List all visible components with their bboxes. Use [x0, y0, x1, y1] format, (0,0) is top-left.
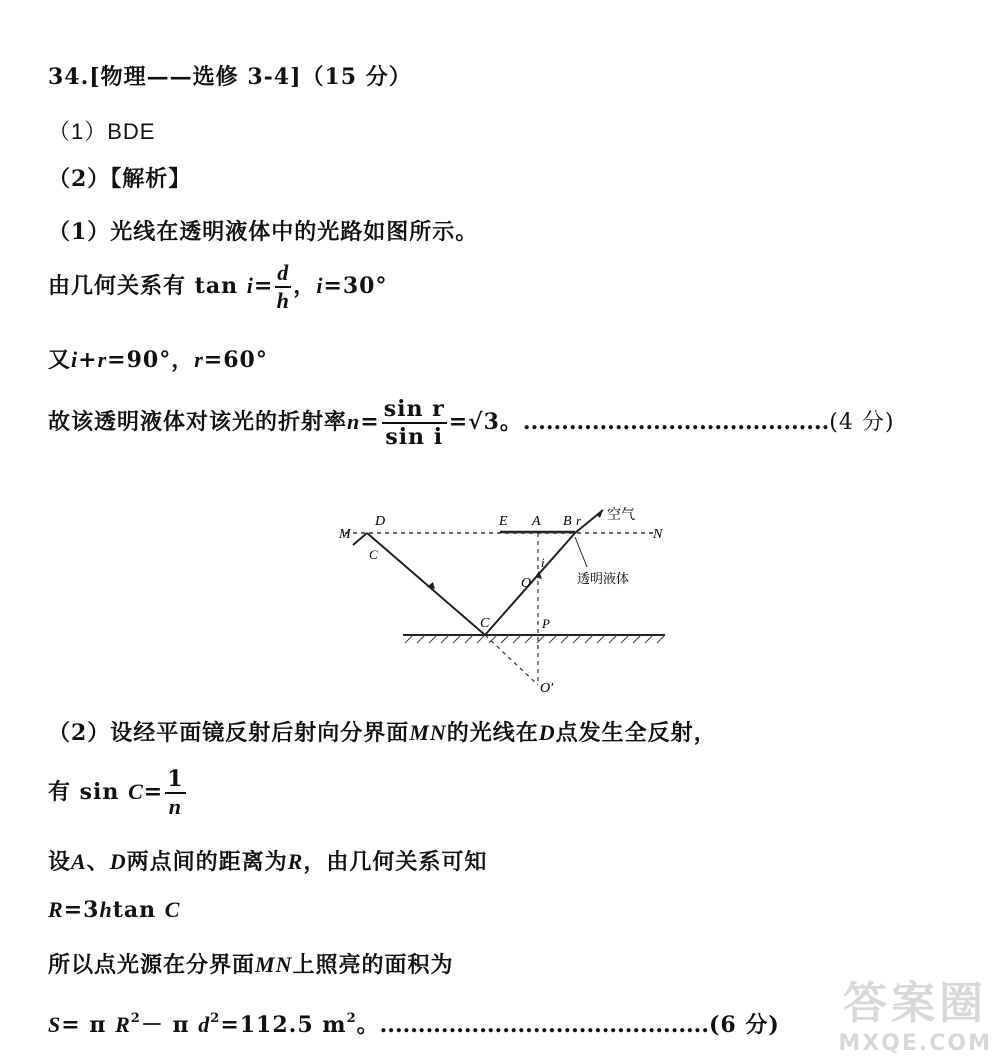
label-c-left: C [369, 547, 378, 562]
geo-prefix: 由几何关系有 tan [48, 273, 247, 299]
label-r: r [576, 513, 582, 528]
s-score: (6 分) [709, 1012, 780, 1038]
mirror-hatch [405, 635, 665, 643]
intro-mid: 的光线在 [446, 720, 539, 746]
sum-plus: + [78, 347, 98, 373]
step1-intro: （1）光线在透明液体中的光路如图所示。 [48, 219, 479, 245]
n-score: (4 分) [829, 410, 895, 435]
refractive-index [48, 398, 894, 448]
part1-answer: （1）BDE [48, 119, 156, 144]
s-end: 。 [356, 1012, 380, 1038]
part2-heading: （2）【解析】 [48, 166, 192, 192]
optics-diagram [335, 505, 675, 695]
label-e: E [499, 514, 508, 529]
geo-after: ， [293, 273, 317, 299]
r-c: C [164, 897, 181, 922]
n-numerator: sin r [383, 396, 445, 422]
s-part1: = π [61, 1012, 116, 1038]
sum-r2: r [194, 347, 204, 372]
label-liquid: 透明液体 [577, 571, 630, 586]
label-c-bottom: C [480, 616, 490, 631]
dist-sep: 、 [86, 849, 110, 875]
label-i: i [541, 555, 545, 570]
label-a: A [532, 514, 541, 529]
geo-i: i [246, 273, 254, 298]
dist-prefix: 设 [48, 849, 72, 875]
dist-r: R [287, 849, 304, 874]
n-denominator: sin i [385, 424, 444, 450]
s-exp1: 2 [130, 1011, 141, 1026]
geo-eq: = [253, 273, 274, 299]
sin-denominator: n [168, 794, 182, 819]
site-watermark [838, 967, 992, 1056]
sum-mid: =90°， [107, 347, 195, 373]
intro-mn: MN [409, 720, 447, 745]
sum-i: i [71, 347, 79, 372]
angle-sum [48, 343, 268, 374]
intro-d: D [538, 720, 556, 745]
sin-fraction [165, 768, 185, 818]
label-o-prime: O′ [540, 681, 554, 695]
s-var: S [48, 1012, 62, 1037]
label-b: B [563, 514, 572, 529]
intro-suffix: 点发生全反射， [555, 720, 717, 746]
geo-fraction [275, 262, 291, 312]
intro-prefix: （2）设经平面镜反射后射向分界面 [48, 720, 410, 746]
distance-statement [48, 845, 487, 876]
n-result: =√3。 [448, 409, 523, 435]
geo-denominator: h [276, 288, 290, 313]
s-exp2: 2 [210, 1011, 221, 1026]
sin-c: C [128, 779, 144, 804]
label-d: D [375, 514, 386, 529]
sin-eq: = [143, 779, 164, 805]
image-line [485, 635, 538, 685]
geo-result-var: i [316, 273, 324, 298]
geo-result-val: =30° [323, 273, 388, 299]
sum-prefix: 又 [48, 347, 72, 373]
dist-d: D [109, 849, 127, 874]
s-dots: ........................................... [379, 1012, 709, 1038]
s-part3: =112.5 m [220, 1012, 347, 1038]
watermark-url: MXQE.COM [838, 1031, 992, 1056]
dist-mid: 两点间的距离为 [126, 849, 288, 875]
label-air: 空气 [607, 508, 635, 523]
geometry-relation [48, 262, 388, 312]
r-h: h [99, 897, 113, 922]
ray-reflected-d [353, 533, 367, 545]
s-d: d [198, 1012, 211, 1037]
n-prefix: 故该透明液体对该光的折射率 [48, 409, 348, 435]
dist-a: A [71, 849, 87, 874]
r-tan: tan [112, 897, 165, 923]
step2-intro [48, 716, 717, 747]
label-o: O [521, 576, 532, 591]
area-formula [48, 1008, 780, 1039]
s-r: R [115, 1012, 131, 1037]
n-dots: ........................................ [522, 409, 830, 435]
s-part2: － π [140, 1012, 199, 1038]
label-m: M [339, 527, 351, 542]
area-suffix: 上照亮的面积为 [292, 952, 454, 978]
n-var: n [347, 409, 361, 434]
label-n: N [653, 527, 663, 542]
sum-r: r [97, 347, 108, 372]
r-var: R [48, 897, 64, 922]
ray-c-to-d [367, 533, 485, 635]
sin-numerator: 1 [167, 766, 184, 792]
r-eq: =3 [63, 897, 100, 923]
watermark-logo-text: 答案圈 [843, 978, 988, 1029]
label-p: P [542, 616, 550, 631]
geo-numerator: d [275, 262, 291, 288]
dist-suffix: ，由几何关系可知 [303, 849, 488, 875]
area-mn: MN [255, 952, 293, 977]
critical-angle [48, 768, 188, 818]
question-heading: 34.[物理——选修 3-4]（15 分） [48, 64, 412, 90]
liquid-pointer [575, 537, 587, 567]
n-fraction [382, 398, 447, 448]
area-statement [48, 948, 453, 979]
n-eq: = [360, 409, 380, 435]
sin-prefix: 有 sin [48, 779, 129, 805]
sum-val: =60° [203, 347, 268, 373]
s-exp3: 2 [346, 1011, 357, 1026]
radius-formula [48, 897, 180, 923]
area-prefix: 所以点光源在分界面 [48, 952, 256, 978]
